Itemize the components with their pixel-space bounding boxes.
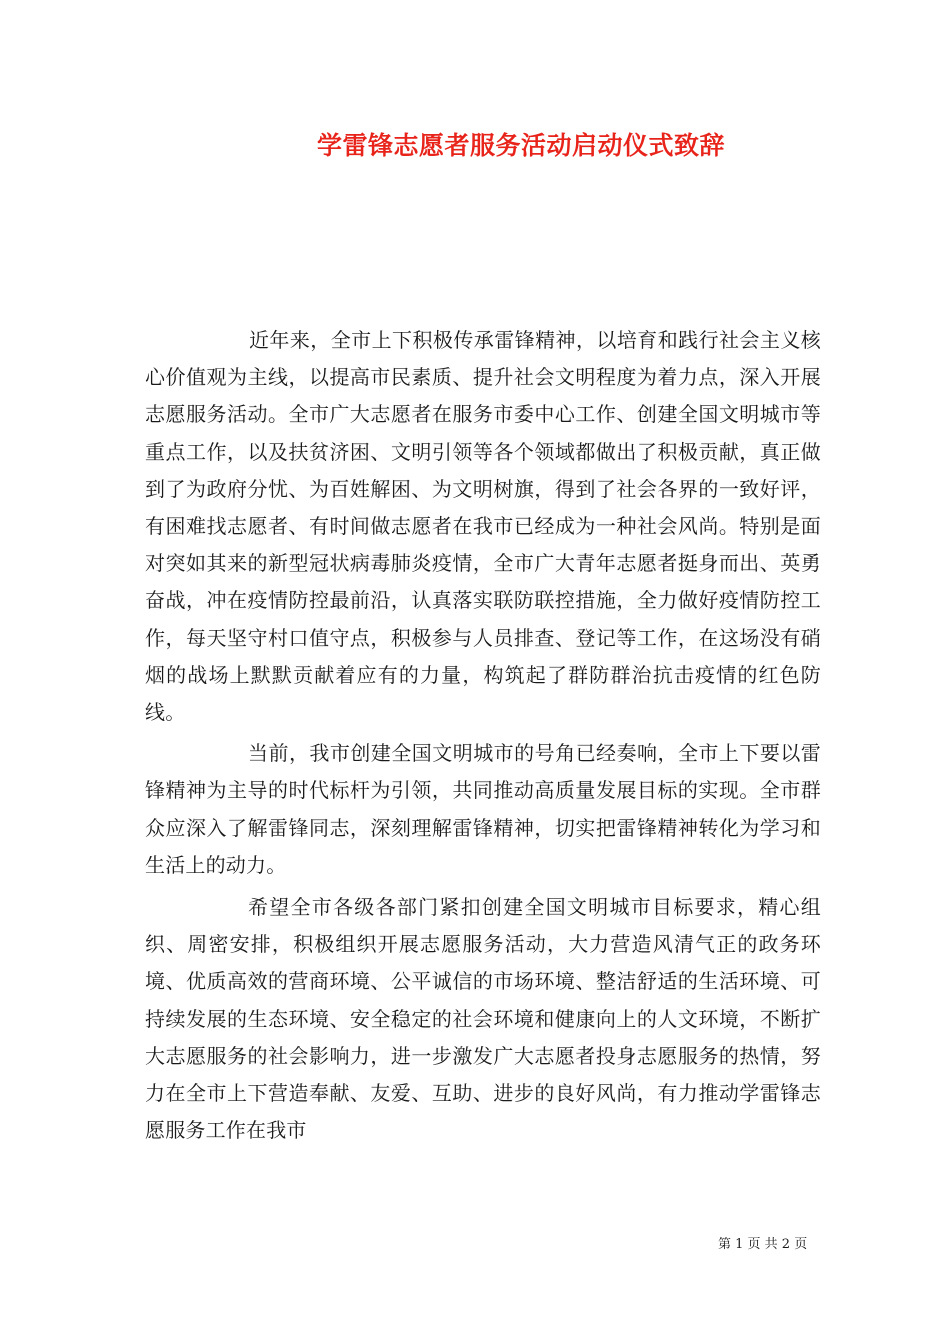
paragraph: 希望全市各级各部门紧扣创建全国文明城市目标要求，精心组织、周密安排，积极组织开展志愿服务活动，大力营造风清气正的政务环境、优质高效的营商环境、公平诚信的市场环境、整洁舒适的生活环境、可持续发展的生态环境、安全稳定的社会环境和健康向上的人文环境，不断扩大志愿服务的社会影响力，进一步激发广大志愿者投身志愿服务的热情，努力在全市上下营造奉献、友爱、互助、进步的良好风尚，有力推动学雷锋志愿服务工作在我市	[145, 895, 821, 1143]
paragraph: 当前，我市创建全国文明城市的号角已经奏响，全市上下要以雷锋精神为主导的时代标杆为引领，共同推动高质量发展目标的实现。全市群众应深入了解雷锋同志，深刻理解雷锋精神，切实把雷锋精神转化为学习和生活上的动力。	[145, 741, 821, 877]
document-title: 学雷锋志愿者服务活动启动仪式致辞	[316, 131, 725, 160]
page-number-footer: 第 1 页 共 2 页	[718, 1237, 808, 1252]
document-body	[145, 322, 821, 1149]
paragraph: 近年来，全市上下积极传承雷锋精神，以培育和践行社会主义核心价值观为主线，以提高市民素质、提升社会文明程度为着力点，深入开展志愿服务活动。全市广大志愿者在服务市委中心工作、创建全国文明城市等重点工作，以及扶贫济困、文明引领等各个领域都做出了积极贡献，真正做到了为政府分忧、为百姓解困、为文明树旗，得到了社会各界的一致好评，有困难找志愿者、有时间做志愿者在我市已经成为一种社会风尚。特别是面对突如其来的新型冠状病毒肺炎疫情，全市广大青年志愿者挺身而出、英勇奋战，冲在疫情防控最前沿，认真落实联防联控措施，全力做好疫情防控工作，每天坚守村口值守点，积极参与人员排查、登记等工作，在这场没有硝烟的战场上默默贡献着应有的力量，构筑起了群防群治抗击疫情的红色防线。	[145, 328, 821, 725]
